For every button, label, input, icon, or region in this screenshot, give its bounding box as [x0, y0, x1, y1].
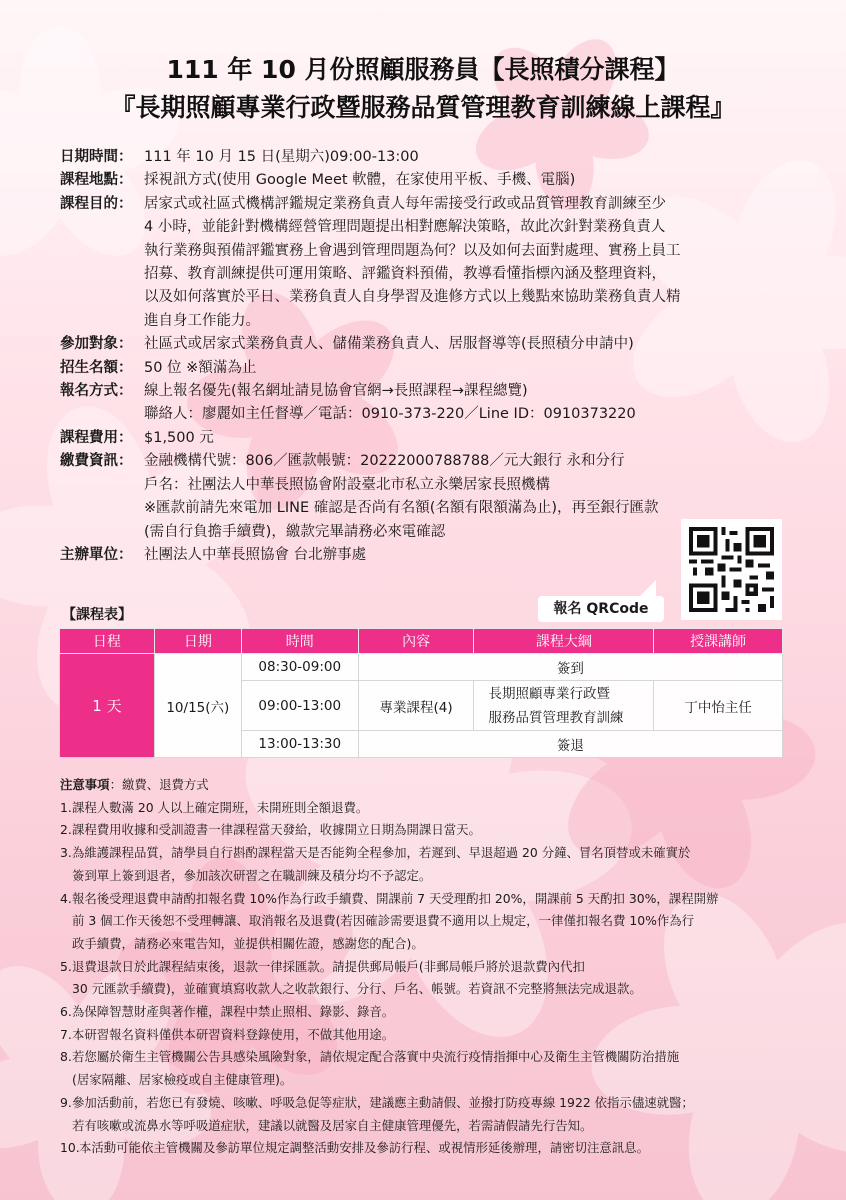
target-label: 參加對象： [60, 336, 133, 353]
signup-contact: 聯絡人：廖麗如主任督導／電話：0910-373-220／Line ID：0910373220 [144, 406, 636, 423]
note-text [72, 1024, 794, 1047]
organizer-label: 主辦單位： [60, 546, 133, 563]
location-value: 採視訊方式(使用 Google Meet 軟體，在家使用平板、手機、電腦) [144, 172, 576, 189]
note-item [60, 956, 794, 1001]
purpose-label: 課程目的： [60, 195, 133, 212]
date-cell: 10/15(六) [154, 654, 241, 758]
note-item [60, 888, 794, 956]
note-line: 若有咳嗽或流鼻水等呼吸道症狀，建議以就醫及居家自主健康管理優先，若需請假請先行告知。 [72, 1117, 593, 1133]
info-signup [60, 380, 790, 403]
location-label: 課程地點： [60, 172, 133, 189]
note-item [60, 797, 794, 820]
outline-line: 長期照顧專業行政暨 [488, 685, 610, 702]
note-line: 課程人數滿 20 人以上確定開班，未開班則全額退費。 [72, 799, 369, 815]
purpose-line: 以及如何落實於平日、業務負責人自身學習及進修方式以上幾點來協助業務負責人精 [144, 289, 681, 306]
qr-code-icon [681, 519, 782, 620]
qr-code[interactable] [681, 519, 782, 620]
note-line: 為保障智慧財產與著作權，課程中禁止照相、錄影、錄音。 [72, 1004, 395, 1020]
schedule-table [59, 628, 783, 758]
note-line: 簽到單上簽到退者，參加該次研習之在職訓練及積分均不予認定。 [72, 867, 432, 883]
note-line: 前 3 個工作天後恕不受理轉讓、取消報名及退費(若因確診需要退費不適用以上規定，一律僅扣報名費 10%作為行 [72, 913, 695, 929]
note-number: 7. [60, 1026, 72, 1042]
target-value: 社區式或居家式業務負責人、儲備業務負責人、居服督導等(長照積分申請中) [144, 336, 634, 353]
note-number: 3. [60, 845, 72, 861]
organizer-value: 社團法人中華長照協會 台北辦事處 [144, 546, 367, 563]
info-location [60, 169, 790, 192]
quota-label: 招生名額： [60, 359, 133, 376]
purpose-line: 4 小時，並能針對機構經營管理問題提出相對應解決策略，故此次針對業務負責人 [144, 219, 666, 236]
header-cell: 日程 [60, 629, 155, 654]
note-line: 本活動可能依主管機關及參訪單位規定調整活動安排及參訪行程、或視情形延後辦理，請密切注意訊息。 [79, 1140, 649, 1156]
purpose-line: 進自身工作能力。 [144, 312, 260, 329]
outline-cell [474, 681, 654, 731]
note-item [60, 819, 794, 842]
note-line: 課程費用收據和受訓證書一律課程當天發給，收據開立日期為開課日當天。 [72, 822, 481, 838]
note-number: 10. [60, 1140, 80, 1156]
notes-heading-bold: 注意事項 [60, 777, 110, 792]
note-text [72, 1001, 794, 1024]
note-number: 8. [60, 1049, 72, 1065]
qr-label: 報名 QRCode [538, 596, 664, 622]
table-row [60, 654, 783, 681]
payment-line: 戶名：社團法人中華長照協會附設臺北市私立永樂居家長照機構 [144, 476, 550, 493]
note-number: 4. [60, 890, 72, 906]
time-cell: 09:00-13:00 [241, 681, 358, 731]
info-date [60, 146, 790, 169]
notes-heading-rest: ：繳費、退費方式 [109, 777, 209, 792]
note-line: 為維護課程品質，請學員自行斟酌課程當天是否能夠全程參加，若遲到、早退超過 20 分鐘、冒名頂替或未確實於 [72, 845, 691, 861]
note-line: 本研習報名資料僅供本研習資料登錄使用，不做其他用途。 [72, 1026, 395, 1042]
note-text [72, 797, 794, 820]
time-cell: 13:00-13:30 [241, 731, 358, 758]
payment-label: 繳費資訊： [60, 453, 133, 470]
note-item [60, 1024, 794, 1047]
header-cell: 授課講師 [654, 629, 783, 654]
note-line: 政手續費，請務必來電告知，並提供相關佐證，感謝您的配合)。 [72, 935, 424, 951]
note-line: 參加活動前，若您已有發燒、咳嗽、呼吸急促等症狀，建議應主動請假、並撥打防疫專線 1922 依指示儘速就醫； [72, 1094, 694, 1110]
note-text [72, 842, 794, 887]
purpose-value [144, 193, 790, 333]
info-target [60, 333, 790, 356]
teacher-cell: 丁中怡主任 [654, 681, 783, 731]
purpose-line: 招募、教育訓練提供可運用策略、評鑑資料預備，教導看懂指標內涵及整理資料， [144, 266, 666, 283]
content-cell: 專業課程(4) [358, 681, 474, 731]
time-cell: 08:30-09:00 [241, 654, 358, 681]
note-number: 9. [60, 1094, 72, 1110]
header-cell: 課程大綱 [474, 629, 654, 654]
info-purpose [60, 193, 790, 333]
note-line: (居家隔離、居家檢疫或自主健康管理)。 [72, 1072, 293, 1088]
header-cell: 時間 [241, 629, 358, 654]
day-cell: 1 天 [60, 654, 155, 758]
notes-section [60, 774, 794, 1160]
payment-line: (需自行負擔手續費)，繳款完畢請務必來電確認 [144, 523, 446, 540]
date-value: 111 年 10 月 15 日(星期六)09:00-13:00 [144, 149, 419, 165]
note-number: 6. [60, 1004, 72, 1020]
note-line: 報名後受理退費申請酌扣報名費 10%作為行政手續費、開課前 7 天受理酌扣 20%，開課前 5 天酌扣 30%，課程開辦 [72, 890, 719, 906]
table-header-row [60, 629, 783, 654]
note-item [60, 1092, 794, 1137]
note-item [60, 1137, 794, 1160]
note-line: 若您屬於衛生主管機關公告具感染風險對象，請依規定配合落實中央流行疫情指揮中心及衛生主管機關防治措施 [72, 1049, 680, 1065]
note-text [72, 888, 794, 956]
note-item [60, 842, 794, 887]
fee-value: $1,500 元 [144, 429, 214, 446]
note-text [79, 1137, 794, 1160]
purpose-line: 執行業務與預備評鑑實務上會遇到管理問題為何？以及如何去面對處理、實務上員工 [144, 242, 681, 259]
note-number: 2. [60, 822, 72, 838]
schedule-title: 【課程表】 [62, 607, 132, 623]
note-text [72, 956, 794, 1001]
header-cell: 日期 [154, 629, 241, 654]
payment-line: 金融機構代號：806／匯款帳號：20222000788788／元大銀行 永和分行 [144, 453, 625, 470]
quota-value: 50 位 ※額滿為止 [144, 359, 257, 376]
note-number: 1. [60, 799, 72, 815]
merged-cell: 簽退 [358, 731, 782, 758]
header-cell: 內容 [358, 629, 474, 654]
note-text [72, 1092, 794, 1137]
notes-list [60, 797, 794, 1160]
payment-line: ※匯款前請先來電加 LINE 確認是否尚有名額(名額有限額滿為止)，再至銀行匯款 [144, 500, 659, 517]
page-subtitle: 『長期照顧專業行政暨服務品質管理教育訓練線上課程』 [110, 93, 736, 122]
course-info [60, 146, 790, 567]
page-title: 111 年 10 月份照顧服務員【長照積分課程】 [166, 55, 680, 84]
info-quota [60, 357, 790, 380]
signup-label: 報名方式： [60, 383, 133, 400]
note-text [72, 819, 794, 842]
info-fee [60, 427, 790, 450]
note-item [60, 1001, 794, 1024]
fee-label: 課程費用： [60, 429, 133, 446]
notes-heading [60, 774, 794, 797]
outline-line: 服務品質管理教育訓練 [488, 709, 624, 726]
merged-cell: 簽到 [358, 654, 782, 681]
note-line: 退費退款日於此課程結束後，退款一律採匯款。請提供郵局帳戶(非郵局帳戶將於退款費內代扣 [72, 958, 585, 974]
note-number: 5. [60, 958, 72, 974]
note-item [60, 1046, 794, 1091]
note-line: 30 元匯款手續費)，並確實填寫收款人之收款銀行、分行、戶名、帳號。若資訊不完整將無法完成退款。 [72, 981, 642, 997]
purpose-line: 居家式或社區式機構評鑑規定業務負責人每年需接受行政或品質管理教育訓練至少 [144, 195, 666, 212]
date-label: 日期時間： [60, 149, 133, 165]
note-text [72, 1046, 794, 1091]
signup-value: 線上報名優先(報名網址請見協會官網→長照課程→課程總覽) [144, 383, 528, 400]
